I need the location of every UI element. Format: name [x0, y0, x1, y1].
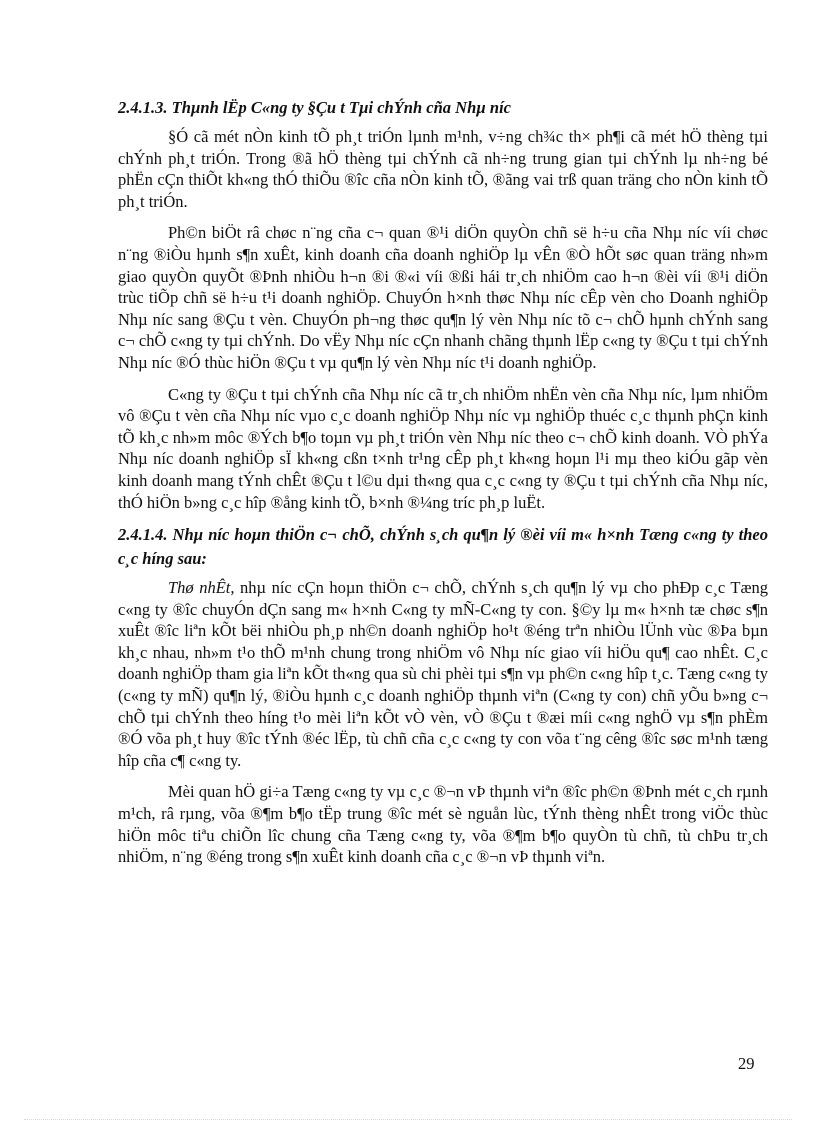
- section-heading-2-4-1-4: 2.4.1.4. Nhµ níc hoµn thiÖn c¬ chÕ, chÝnh s¸ch qu¶n lý ®èi víi m« h×nh Tæng c«ng ty theo c¸c híng sau:: [118, 525, 768, 569]
- body-paragraph: §Ó cã mét nÒn kinh tÕ ph¸t triÓn lµnh m¹nh, v÷ng ch¾c th× ph¶i cã mét hÖ thèng tµi chÝnh ph¸t triÓn. Trong ®ã hÖ thèng tµi chÝnh cã nh÷ng trung gian tµi chÝnh lµ nh÷ng bé phËn cÇn thiÕt kh«ng thÓ thiÕu ®îc cña nÒn kinh tÕ, ®ãng vai trß quan träng cho nÒn kinh tÕ ph¸t triÓn.: [118, 127, 768, 211]
- paragraph-text: nhµ níc cÇn hoµn thiÖn c¬ chÕ, chÝnh s¸ch qu¶n lý vµ cho phÐp c¸c Tæng c«ng ty ®îc chuyÓn dÇn sang m« h×nh C«ng ty mÑ-C«ng ty con. §©y lµ m« h×nh tæ chøc s¶n xuÊt ®îc liªn kÕt bëi nhiÒu ph¸p nh©n doanh nghiÖp ho¹t ®éng trªn nhiÒu lÜnh vùc ®Þa bµn kh¸c nhau, nh»m t¹o thÕ m¹nh chung trong nhiÖm vô Nhµ níc giao víi hiÖu qu¶ cao nhÊt. C¸c doanh nghiÖp tham gia liªn kÕt th«ng qua sù chi phèi tµi s¶n vµ ph©n c«ng hîp t¸c. Tæng c«ng ty (c«ng ty mÑ) qu¶n lý, ®iÒu hµnh c¸c doanh nghiÖp thµnh viªn (C«ng ty con) chñ yÕu b»ng c¬ chÕ tµi chÝnh theo híng t¹o mèi liªn kÕt vÒ vèn, vÒ ®Çu t ®æi míi c«ng nghÖ vµ s¶n phÈm ®Ó võa ph¸t huy ®îc tÝnh ®éc lËp, tù chñ cña c¸c c«ng ty con võa t¨ng cêng ®îc søc m¹nh tæng hîp cña c¶ c«ng ty.: [118, 578, 768, 770]
- paragraph-lead-in: Thø nhÊt,: [168, 578, 235, 598]
- body-paragraph: Mèi quan hÖ gi÷a Tæng c«ng ty vµ c¸c ®¬n vÞ thµnh viªn ®îc ph©n ®Þnh mét c¸ch rµnh m¹ch, râ rµng, võa ®¶m b¶o tËp trung ®îc mét sè nguån lùc, tÝnh thèng nhÊt trong viÖc thùc hiÖn môc tiªu chiÕn lîc chung cña Tæng c«ng ty, võa ®¶m b¶o quyÒn tù chñ, tù chÞu tr¸ch nhiÖm, n¨ng ®éng trong s¶n xuÊt kinh doanh cña c¸c ®¬n vÞ thµnh viªn.: [118, 782, 768, 867]
- section-heading-2-4-1-3: 2.4.1.3. Thµnh lËp C«ng ty §Çu t Tµi chÝnh cña Nhµ níc: [118, 98, 511, 117]
- page-body: [118, 96, 768, 878]
- body-paragraph: Ph©n biÖt râ chøc n¨ng cña c¬ quan ®¹i diÖn quyÒn chñ së h÷u cña Nhµ níc víi chøc n¨ng ®iÒu hµnh s¶n xuÊt, kinh doanh cña doanh nghiÖp lµ vÊn ®Ò hÕt søc quan träng nh»m giao quyÒn quyÕt ®Þnh nhiÒu h¬n ®i ®«i víi ®ßi hái tr¸ch nhiÖm cao h¬n ®èi víi ®¹i diÖn trùc tiÕp chñ së h÷u t¹i doanh nghiÖp. ChuyÓn h×nh thøc Nhµ níc cÊp vèn cho Doanh nghiÖp Nhµ níc sang ®Çu t vèn. ChuyÓn ph¬ng thøc qu¶n lý vèn Nhµ níc tõ c¬ chÕ hµnh chÝnh sang c¬ chÕ c«ng ty tµi chÝnh. Do vËy Nhµ níc cÇn nhanh chãng thµnh lËp c«ng ty ®Çu t tµi chÝnh Nhµ níc ®Ó thùc hiÖn ®Çu t vµ qu¶n lý vèn Nhµ níc t¹i doanh nghiÖp.: [118, 223, 768, 372]
- body-paragraph: [118, 577, 768, 771]
- page-number: 29: [738, 1054, 755, 1073]
- page-bottom-divider: [24, 1119, 792, 1120]
- body-paragraph: C«ng ty ®Çu t tµi chÝnh cña Nhµ níc cã tr¸ch nhiÖm nhËn vèn cña Nhµ níc, lµm nhiÖm vô ®Çu t vèn cña Nhµ níc vµo c¸c doanh nghiÖp Nhµ níc vµ nghiÖp thuéc c¸c thµnh phÇn kinh tÕ kh¸c nh»m môc ®Ých b¶o toµn vµ ph¸t triÓn vèn Nhµ níc theo c¬ chÕ kinh doanh. VÒ phÝa Nhµ níc doanh nghiÖp sÏ kh«ng cßn t×nh tr¹ng cÊp ph¸t kh«ng hoµn l¹i mµ theo kiÓu gãp vèn kinh doanh mang tÝnh chÊt ®Çu t l©u dµi th«ng qua c¸c c«ng ty ®Çu t tµi chÝnh cña Nhµ níc, thÓ hiÖn b»ng c¸c hîp ®ång kinh tÕ, b×nh ®¼ng tríc ph¸p luËt.: [118, 384, 768, 512]
